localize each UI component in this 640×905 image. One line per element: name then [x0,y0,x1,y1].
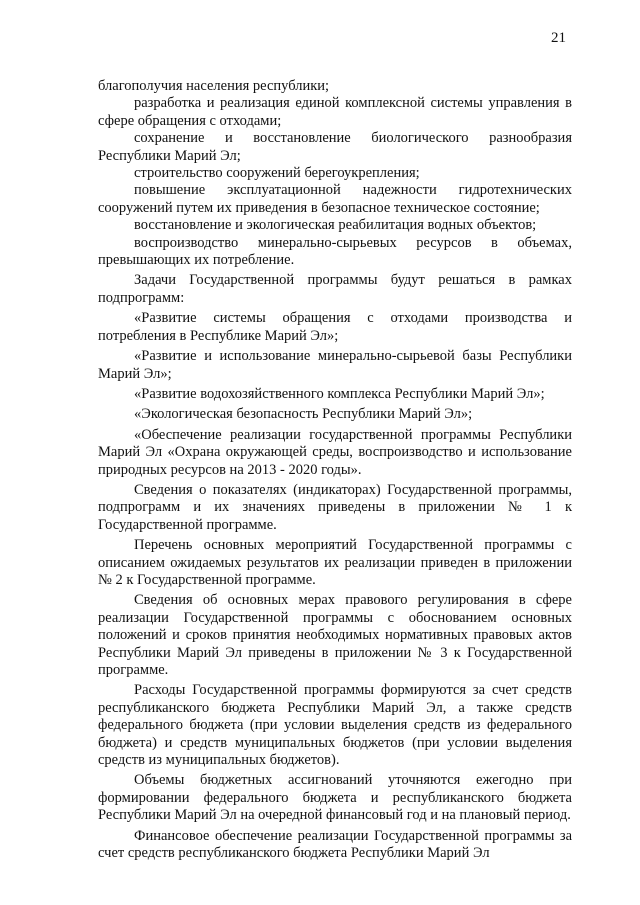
paragraph: сохранение и восстановление биологического разнообразия Республики Марий Эл; [98,130,572,164]
paragraph: «Развитие водохозяйственного комплекса Республики Марий Эл»; [134,385,545,402]
paragraph: восстановление и экологическая реабилитация водных объектов; [134,217,537,234]
paragraph: разработка и реализация единой комплексной системы управления в сфере обращения с отходами; [98,95,572,129]
paragraph: повышение эксплуатационной надежности гидротехнических сооружений путем их приведения в безопасное техническое состояние; [98,182,572,216]
paragraph: воспроизводство минерально-сырьевых ресурсов в объемах, превышающих их потребление. [98,234,572,269]
paragraph: Перечень основных мероприятий Государственной программы с описанием ожидаемых результатов их реализации приведен в приложении № 2 к Государственной программе. [98,537,572,588]
paragraph: Финансовое обеспечение реализации Государственной программы за счет средств республиканского бюджета Республики Марий Эл [98,827,572,862]
paragraph: строительство сооружений берегоукрепления; [134,165,420,182]
paragraph: «Обеспечение реализации государственной программы Республики Марий Эл «Охрана окружающей среды, воспроизводство и использование природных ресурсов на 2013 - 2020 годы». [98,426,572,478]
paragraph: благополучия населения республики; [98,78,330,94]
paragraph: «Развитие системы обращения с отходами производства и потребления в Республике Марий Эл»; [98,310,572,344]
paragraph: Сведения об основных мерах правового регулирования в сфере реализации Государственной программы с обоснованием основных положений и сроков принятия необходимых нормативных правовых актов Республики Марий Эл приведены в приложении № 3 к Государственной программе. [98,592,572,678]
paragraph: Объемы бюджетных ассигнований уточняются ежегодно при формировании федерального бюджета и республиканского бюджета Республики Марий Эл на очередной финансовый год и на плановый период. [98,772,572,824]
paragraph: «Экологическая безопасность Республики Марий Эл»; [134,406,473,423]
document-body [98,78,572,862]
page-number: 21 [551,30,566,46]
paragraph: «Развитие и использование минерально-сырьевой базы Республики Марий Эл»; [98,348,572,382]
paragraph: Задачи Государственной программы будут решаться в рамках подпрограмм: [98,272,572,306]
paragraph: Сведения о показателях (индикаторах) Государственной программы, подпрограмм и их значениях приведены в приложении № 1 к Государственной программе. [98,481,572,533]
paragraph: Расходы Государственной программы формируются за счет средств республиканского бюджета Республики Марий Эл, а также средств федерального бюджета (при условии выделения средств из федерального бюджета) и средств муниципальных бюджетов (при условии выделения средств из муниципальных бюджетов). [98,682,572,769]
